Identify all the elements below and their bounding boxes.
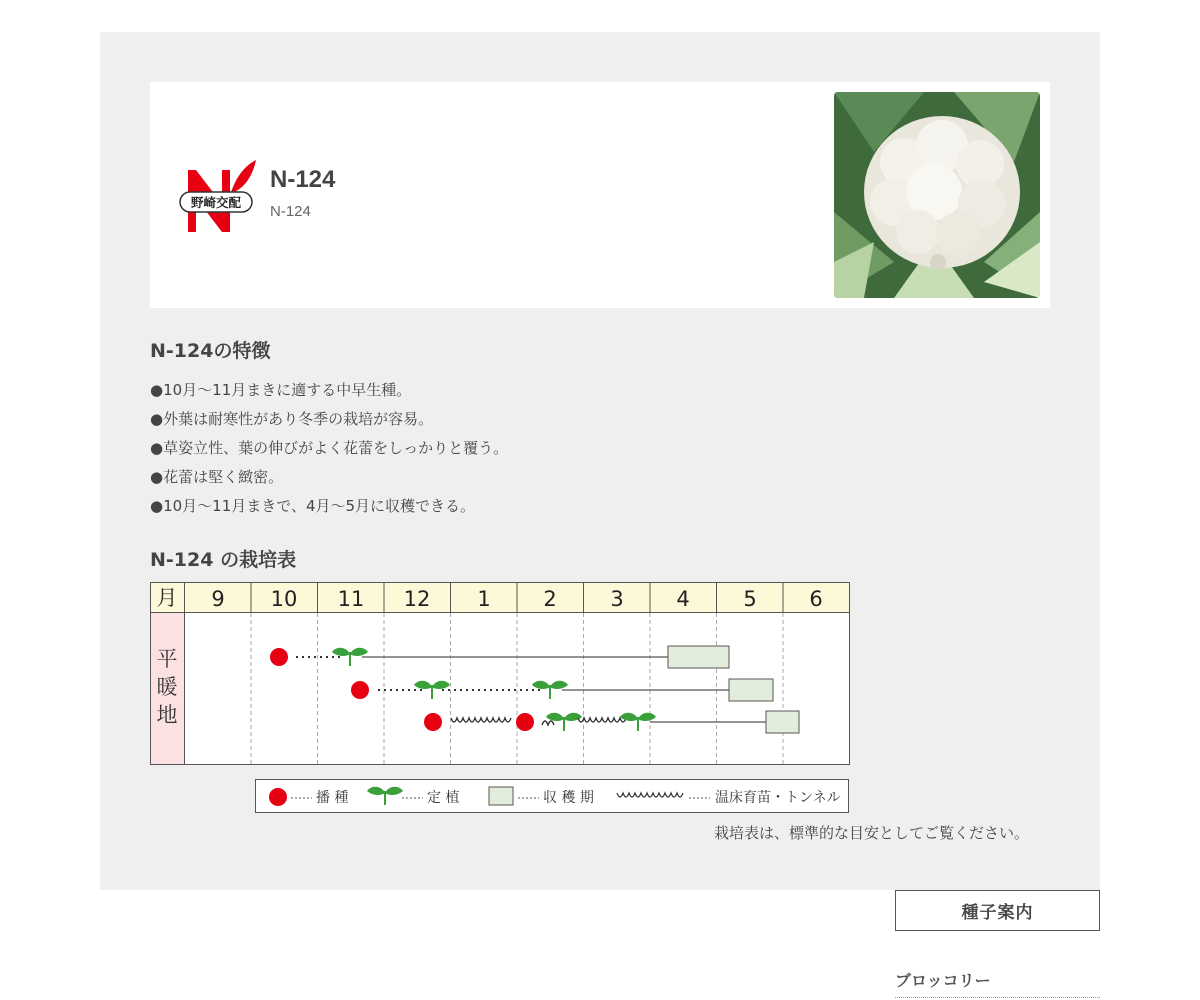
region-label-char: 暖 [156, 675, 178, 699]
month-label: 12 [403, 587, 431, 611]
schedule-title: N-124 の栽培表 [150, 549, 297, 571]
harvest-box [766, 711, 799, 733]
product-subtitle: N-124 [270, 203, 311, 220]
sow-marker [516, 713, 534, 731]
feature-item: ●草姿立性、葉の伸びがよく花蕾をしっかりと覆う。 [150, 439, 509, 457]
svg-text:野崎交配: 野崎交配 [190, 195, 242, 210]
feature-item: ●10月〜11月まきに適する中早生種。 [150, 381, 412, 399]
legend-plant-label: 定 植 [427, 790, 460, 806]
features-list [150, 376, 508, 521]
features-title: N-124の特徴 [150, 340, 271, 362]
harvest-box [729, 679, 773, 701]
schedule-legend [255, 779, 849, 813]
month-header-label: 月 [156, 586, 178, 610]
sow-marker [424, 713, 442, 731]
month-label: 10 [270, 587, 298, 611]
month-label: 1 [477, 587, 491, 611]
harvest-legend-icon [489, 787, 513, 805]
harvest-box [668, 646, 729, 668]
cultivation-schedule-chart [150, 582, 850, 765]
feature-item: ●花蕾は堅く緻密。 [150, 468, 284, 486]
sow-legend-icon [269, 788, 287, 806]
legend-tunnel-label: 温床育苗・トンネル [715, 790, 841, 806]
region-label-char: 平 [156, 647, 178, 671]
feature-item: ●10月〜11月まきで、4月〜5月に収穫できる。 [150, 497, 476, 515]
month-label: 6 [809, 587, 823, 611]
sow-marker [270, 648, 288, 666]
sidebar-item-broccoli[interactable]: ブロッコリー [895, 971, 991, 990]
legend-sow-label: 播 種 [316, 790, 349, 806]
product-title: N-124 [270, 166, 336, 193]
seed-guide-button[interactable]: 種子案内 [895, 890, 1100, 931]
sidebar-divider [895, 997, 1100, 999]
schedule-note: 栽培表は、標準的な目安としてご覧ください。 [714, 824, 1030, 842]
month-label: 9 [211, 587, 225, 611]
nozaki-logo-icon [178, 156, 258, 236]
feature-item: ●外葉は耐寒性があり冬季の栽培が容易。 [150, 410, 434, 428]
cauliflower-photo [834, 92, 1040, 298]
month-label: 4 [676, 587, 690, 611]
region-label-char: 地 [156, 703, 178, 727]
month-label: 5 [743, 587, 757, 611]
month-label: 3 [610, 587, 624, 611]
sow-marker [351, 681, 369, 699]
month-label: 11 [337, 587, 365, 611]
legend-harvest-label: 収 穫 期 [543, 790, 594, 806]
month-label: 2 [543, 587, 557, 611]
